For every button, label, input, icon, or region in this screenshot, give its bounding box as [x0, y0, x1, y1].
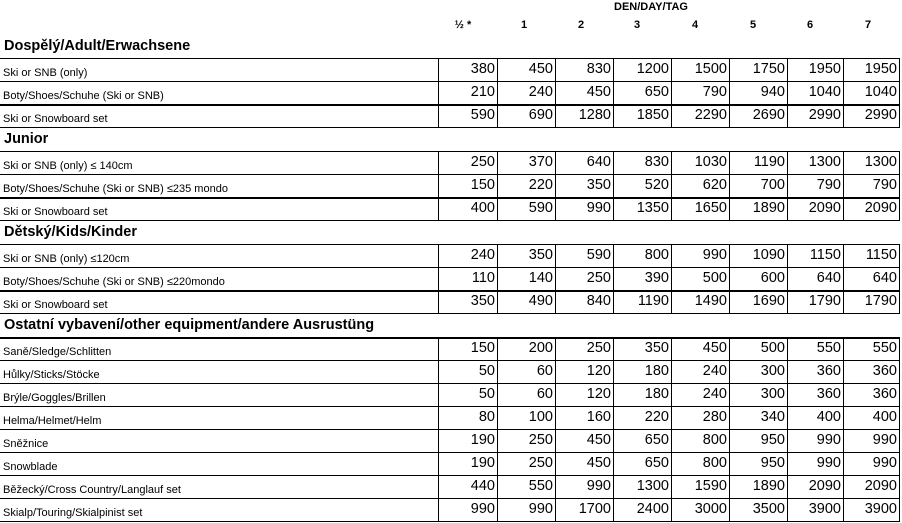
column-header-6: 6: [806, 19, 814, 31]
price-cell: 790: [671, 81, 729, 104]
row-label: Ski or Snowboard set: [3, 113, 108, 125]
price-cell: 60: [497, 383, 555, 406]
table-row: [0, 360, 902, 383]
price-cell: 2290: [671, 104, 729, 127]
price-cell: 80: [438, 406, 497, 429]
price-cell: 1790: [787, 290, 843, 313]
table-row: [0, 267, 902, 290]
table-row: [0, 244, 902, 267]
price-cell: 240: [671, 360, 729, 383]
price-cell: 250: [497, 452, 555, 475]
row-label: Hůlky/Sticks/Stöcke: [3, 369, 100, 381]
price-cell: 1700: [555, 498, 613, 521]
column-headers: [0, 17, 902, 37]
price-cell: 120: [555, 383, 613, 406]
price-cell: 700: [729, 174, 787, 197]
price-cell: 350: [438, 290, 497, 313]
price-cell: 450: [555, 81, 613, 104]
price-cell: 1040: [843, 81, 900, 104]
price-cell: 1950: [787, 58, 843, 81]
price-cell: 1200: [613, 58, 671, 81]
price-cell: 1350: [613, 197, 671, 220]
row-label: Ski or Snowboard set: [3, 206, 108, 218]
price-cell: 360: [787, 360, 843, 383]
price-cell: 2090: [843, 197, 900, 220]
price-cell: 830: [555, 58, 613, 81]
price-cell: 450: [555, 452, 613, 475]
price-cell: 1890: [729, 475, 787, 498]
price-cell: 1500: [671, 58, 729, 81]
price-cell: 1300: [787, 151, 843, 174]
price-cell: 2990: [843, 104, 900, 127]
price-cell: 1190: [613, 290, 671, 313]
price-cell: 950: [729, 429, 787, 452]
price-cell: 500: [729, 337, 787, 360]
price-cell: 1090: [729, 244, 787, 267]
price-cell: 300: [729, 383, 787, 406]
price-cell: 340: [729, 406, 787, 429]
section-title: Dětský/Kids/Kinder: [4, 224, 137, 240]
table-row: [0, 452, 902, 475]
price-cell: 180: [613, 360, 671, 383]
column-header-5: 5: [749, 19, 757, 31]
price-cell: 250: [497, 429, 555, 452]
price-cell: 940: [729, 81, 787, 104]
price-cell: 150: [438, 337, 497, 360]
price-cell: 2090: [787, 475, 843, 498]
section-bottom-line: [0, 313, 900, 314]
price-cell: 600: [729, 267, 787, 290]
price-cell: 590: [438, 104, 497, 127]
price-cell: 450: [555, 429, 613, 452]
price-cell: 990: [497, 498, 555, 521]
price-cell: 1890: [729, 197, 787, 220]
price-cell: 690: [497, 104, 555, 127]
row-label: Ski or SNB (only): [3, 67, 88, 79]
price-cell: 520: [613, 174, 671, 197]
price-cell: 590: [497, 197, 555, 220]
price-cell: 1030: [671, 151, 729, 174]
table-row: [0, 337, 902, 360]
table-row: [0, 58, 902, 81]
row-label: Boty/Shoes/Schuhe (Ski or SNB) ≤220mondo: [3, 276, 225, 288]
price-cell: 800: [613, 244, 671, 267]
price-cell: 190: [438, 452, 497, 475]
price-cell: 400: [438, 197, 497, 220]
price-cell: 350: [613, 337, 671, 360]
price-cell: 160: [555, 406, 613, 429]
price-cell: 250: [555, 337, 613, 360]
price-cell: 550: [843, 337, 900, 360]
price-cell: 1490: [671, 290, 729, 313]
price-cell: 1690: [729, 290, 787, 313]
price-cell: 200: [497, 337, 555, 360]
column-header-7: 7: [864, 19, 872, 31]
row-label: Skialp/Touring/Skialpinist set: [3, 507, 143, 519]
price-cell: 990: [671, 244, 729, 267]
price-cell: 60: [497, 360, 555, 383]
price-cell: 240: [671, 383, 729, 406]
price-cell: 350: [497, 244, 555, 267]
price-cell: 450: [497, 58, 555, 81]
price-cell: 1300: [613, 475, 671, 498]
section-bottom-line: [0, 521, 900, 522]
days-label: DEN/DAY/TAG: [614, 1, 688, 13]
row-label: Brýle/Goggles/Brillen: [3, 392, 106, 404]
price-cell: 590: [555, 244, 613, 267]
price-cell: 790: [787, 174, 843, 197]
price-cell: 950: [729, 452, 787, 475]
price-cell: 50: [438, 383, 497, 406]
price-cell: 1150: [787, 244, 843, 267]
price-cell: 2090: [787, 197, 843, 220]
table-row: [0, 429, 902, 452]
section-title: Junior: [4, 131, 49, 147]
price-cell: 830: [613, 151, 671, 174]
section-bottom-line: [0, 127, 900, 128]
price-cell: 840: [555, 290, 613, 313]
price-cell: 1190: [729, 151, 787, 174]
days-header: [0, 0, 902, 17]
price-cell: 1300: [843, 151, 900, 174]
price-cell: 240: [497, 81, 555, 104]
price-cell: 800: [671, 429, 729, 452]
table-row: [0, 104, 902, 127]
price-cell: 990: [555, 197, 613, 220]
table-row: [0, 383, 902, 406]
price-cell: 2090: [843, 475, 900, 498]
price-cell: 2690: [729, 104, 787, 127]
price-cell: 1850: [613, 104, 671, 127]
price-cell: 3900: [843, 498, 900, 521]
price-cell: 350: [555, 174, 613, 197]
price-cell: 1590: [671, 475, 729, 498]
section-title: Dospělý/Adult/Erwachsene: [4, 38, 191, 54]
price-cell: 650: [613, 81, 671, 104]
table-row: [0, 406, 902, 429]
price-cell: 440: [438, 475, 497, 498]
price-cell: 280: [671, 406, 729, 429]
price-cell: 2990: [787, 104, 843, 127]
price-cell: 990: [843, 452, 900, 475]
table-row: [0, 81, 902, 104]
price-cell: 640: [843, 267, 900, 290]
price-cell: 990: [555, 475, 613, 498]
price-cell: 990: [787, 452, 843, 475]
price-cell: 1750: [729, 58, 787, 81]
price-cell: 120: [555, 360, 613, 383]
table-row: [0, 475, 902, 498]
price-cell: 50: [438, 360, 497, 383]
price-cell: 1280: [555, 104, 613, 127]
price-cell: 370: [497, 151, 555, 174]
price-cell: 2400: [613, 498, 671, 521]
column-header-half: ½ *: [454, 19, 472, 31]
row-label: Sněžnice: [3, 438, 49, 450]
price-cell: 190: [438, 429, 497, 452]
price-cell: 990: [787, 429, 843, 452]
price-cell: 620: [671, 174, 729, 197]
price-cell: 220: [497, 174, 555, 197]
price-cell: 400: [787, 406, 843, 429]
price-cell: 360: [787, 383, 843, 406]
section-title: Ostatní vybavení/other equipment/andere Ausrustüng: [4, 317, 375, 333]
table-row: [0, 174, 902, 197]
price-cell: 1040: [787, 81, 843, 104]
price-cell: 1650: [671, 197, 729, 220]
section-bottom-line: [0, 220, 900, 221]
row-label: Snowblade: [3, 461, 58, 473]
price-cell: 3000: [671, 498, 729, 521]
row-label: Ski or Snowboard set: [3, 299, 108, 311]
price-cell: 3900: [787, 498, 843, 521]
price-cell: 360: [843, 360, 900, 383]
price-cell: 400: [843, 406, 900, 429]
price-cell: 220: [613, 406, 671, 429]
price-cell: 1150: [843, 244, 900, 267]
price-cell: 640: [787, 267, 843, 290]
price-cell: 640: [555, 151, 613, 174]
table-row: [0, 290, 902, 313]
price-cell: 650: [613, 429, 671, 452]
price-cell: 110: [438, 267, 497, 290]
row-label: Boty/Shoes/Schuhe (Ski or SNB): [3, 90, 164, 102]
price-cell: 550: [787, 337, 843, 360]
price-cell: 240: [438, 244, 497, 267]
column-header-1: 1: [520, 19, 528, 31]
column-header-4: 4: [691, 19, 699, 31]
price-cell: 790: [843, 174, 900, 197]
row-label: Saně/Sledge/Schlitten: [3, 346, 112, 358]
table-row: [0, 498, 902, 521]
column-header-2: 2: [577, 19, 585, 31]
price-cell: 3500: [729, 498, 787, 521]
price-cell: 990: [438, 498, 497, 521]
price-cell: 300: [729, 360, 787, 383]
price-cell: 100: [497, 406, 555, 429]
row-label: Helma/Helmet/Helm: [3, 415, 102, 427]
row-label: Ski or SNB (only) ≤120cm: [3, 253, 130, 265]
price-cell: 150: [438, 174, 497, 197]
row-label: Běžecký/Cross Country/Langlauf set: [3, 484, 181, 496]
price-cell: 490: [497, 290, 555, 313]
price-cell: 1950: [843, 58, 900, 81]
price-cell: 500: [671, 267, 729, 290]
price-cell: 180: [613, 383, 671, 406]
table-row: [0, 197, 902, 220]
price-cell: 360: [843, 383, 900, 406]
price-cell: 140: [497, 267, 555, 290]
price-cell: 380: [438, 58, 497, 81]
table-row: [0, 151, 902, 174]
price-cell: 250: [555, 267, 613, 290]
price-cell: 210: [438, 81, 497, 104]
price-cell: 450: [671, 337, 729, 360]
row-label: Boty/Shoes/Schuhe (Ski or SNB) ≤235 mondo: [3, 183, 228, 195]
price-cell: 250: [438, 151, 497, 174]
price-cell: 990: [843, 429, 900, 452]
price-cell: 390: [613, 267, 671, 290]
price-cell: 800: [671, 452, 729, 475]
column-header-3: 3: [633, 19, 641, 31]
price-cell: 1790: [843, 290, 900, 313]
row-label: Ski or SNB (only) ≤ 140cm: [3, 160, 133, 172]
price-cell: 550: [497, 475, 555, 498]
price-cell: 650: [613, 452, 671, 475]
